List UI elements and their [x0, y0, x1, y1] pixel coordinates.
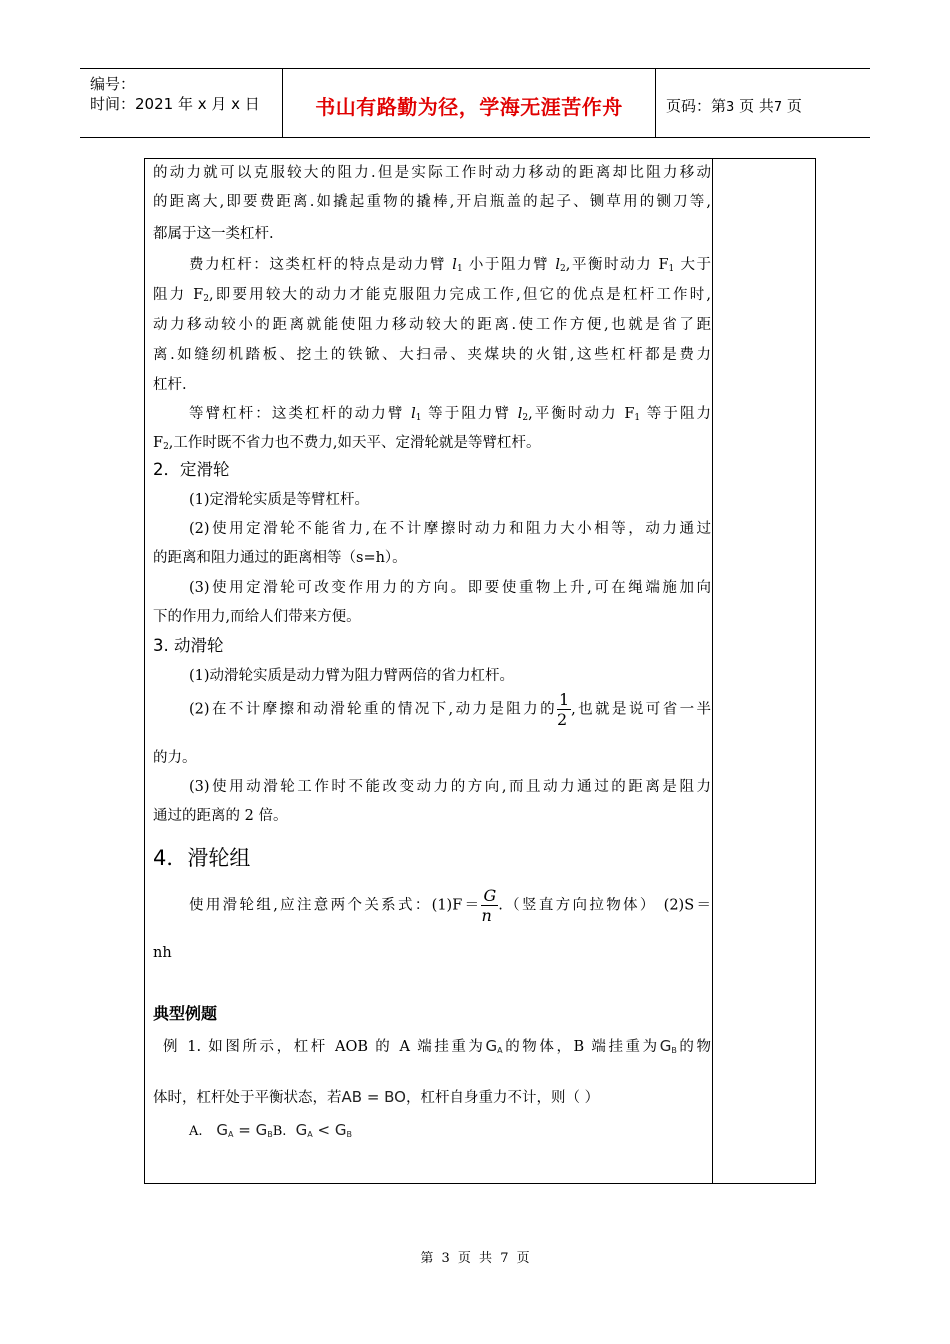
text-line: (2)使用定滑轮不能省力,在不计摩擦时动力和阻力大小相等，动力通过	[189, 521, 711, 537]
text-line: nh	[153, 945, 172, 961]
fraction-g-over-n: $\frac{G}{n}$	[481, 886, 497, 925]
option-b-label: B.	[272, 1124, 287, 1139]
text-line: 动力移动较小的距离就能使阻力移动较大的距离.使工作方便,也就是省了距	[153, 317, 711, 333]
option-a-label: A.	[189, 1124, 203, 1139]
header-motto-cell	[283, 69, 656, 137]
text-line: 杠杆.	[153, 377, 187, 393]
page-current: 3	[726, 100, 735, 115]
text-line: 都属于这一类杠杆.	[153, 226, 274, 242]
option-a-expr: $G_A = G_B$	[216, 1121, 273, 1139]
text-line-with-fraction: 使用滑轮组,应注意两个关系式：(1)F＝ $\frac{G}{n}$ .（竖直方向拉物体） (2)S＝	[189, 886, 711, 925]
text-line: (3)使用定滑轮可改变作用力的方向。即要使重物上升,可在绳端施加向	[189, 580, 711, 596]
header-meta-cell	[80, 69, 283, 137]
page-indicator: 页码：第3 页 共7 页	[666, 97, 802, 115]
section-heading-3: 3. 动滑轮	[153, 636, 224, 655]
text-line: (1)定滑轮实质是等臂杠杆。	[189, 492, 370, 508]
section-heading-2: 2．定滑轮	[153, 460, 230, 479]
option-b-expr: $G_A < G_B$	[295, 1121, 352, 1139]
text-line: 通过的距离的 2 倍。	[153, 808, 288, 824]
page-header	[80, 68, 870, 138]
doc-time-label: 时间：2021 年 x 月 x 日	[90, 95, 260, 113]
paragraph-deng-bi-line: 等臂杠杆：这类杠杆的动力臂 $l_1$ 等于阻力臂 $l_2$,平衡时动力 $F_1$ 等于阻力	[189, 406, 712, 423]
text-line: $F_2$,工作时既不省力也不费力,如天平、定滑轮就是等臂杠杆。	[153, 435, 541, 452]
text-line: (1)动滑轮实质是动力臂为阻力臂两倍的省力杠杆。	[189, 668, 515, 684]
symbol-ga: $G_A$	[485, 1037, 503, 1055]
text-line: 下的作用力,而给人们带来方便。	[153, 609, 361, 625]
text-line: 阻力 $F_2$,即要用较大的动力才能克服阻力完成工作,但它的优点是杠杆工作时,	[153, 287, 712, 304]
answer-options	[189, 1121, 352, 1139]
example-line: 例 1. 如图所示，杠杆 AOB 的 A 端挂重为$G_A$的物体，B 端挂重为$G_B$的物	[163, 1037, 712, 1055]
example-heading: 典型例题	[153, 1004, 218, 1023]
motto-text: 书山有路勤为径，学海无涯苦作舟	[315, 95, 623, 119]
header-page-cell	[656, 69, 870, 137]
page-footer: 第 3 页 共 7 页	[420, 1251, 530, 1266]
fraction-one-half: $\frac{1}{2}$	[556, 690, 570, 729]
text-line: 离.如缝纫机踏板、挖土的铁锨、大扫帚、夹煤块的火钳,这些杠杆都是费力	[153, 347, 711, 363]
text-line: 的距离和阻力通过的距离相等（s=h）。	[153, 550, 407, 566]
symbol-ab-eq-bo: AB = BO	[341, 1088, 406, 1106]
text-line: 的距离大,即要费距离.如撬起重物的撬棒,开启瓶盖的起子、铡草用的铡刀等,	[153, 194, 711, 210]
text-line: (3)使用动滑轮工作时不能改变动力的方向,而且动力通过的距离是阻力	[189, 779, 711, 795]
example-line: 体时，杠杆处于平衡状态，若AB = BO，杠杆自身重力不计，则（ ）	[153, 1088, 600, 1106]
doc-number-label: 编号：	[90, 75, 136, 93]
column-divider	[712, 159, 713, 1183]
section-heading-4: 4．滑轮组	[153, 846, 251, 870]
text-line-with-fraction: (2)在不计摩擦和动滑轮重的情况下,动力是阻力的 $\frac{1}{2}$ ,也就是说可省一半	[189, 690, 711, 729]
text-line: 的动力就可以克服较大的阻力.但是实际工作时动力移动的距离却比阻力移动	[153, 165, 711, 181]
paragraph-fee-li-line: 费力杠杆：这类杠杆的特点是动力臂 $l_1$ 小于阻力臂 $l_2$,平衡时动力 $F_1$ 大于	[189, 257, 712, 274]
symbol-gb: $G_B$	[659, 1037, 677, 1055]
page-total: 7	[773, 100, 783, 115]
text-line: 的力。	[153, 750, 197, 766]
